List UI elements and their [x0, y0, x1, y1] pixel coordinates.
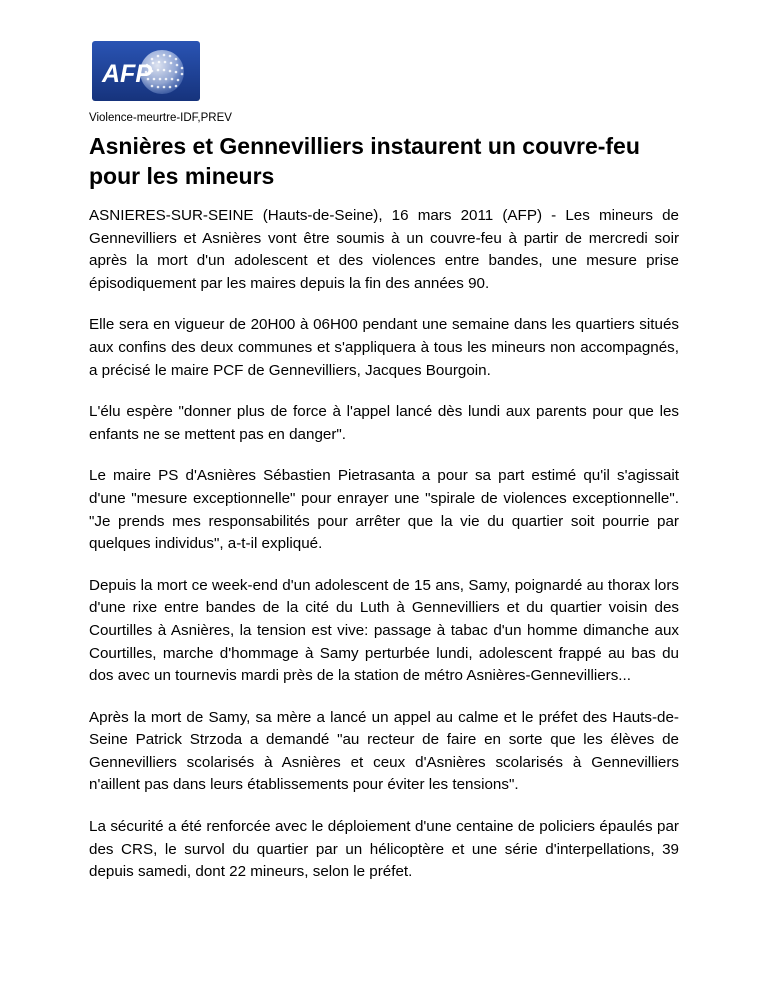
- afp-logo: [92, 41, 200, 101]
- article-paragraph: Depuis la mort ce week-end d'un adolescent de 15 ans, Samy, poignardé au thorax lors d'une rixe entre bandes de la cité du Luth à Gennevilliers et du quartier voisin des Courtilles à Asnières, la tension est vive: passage à tabac d'un homme dimanche aux Courtilles, marche d'hommage à Samy perturbée lundi, adolescent frappé au bas du dos avec un tournevis mardi près de la station de métro Asnières-Gennevilliers...: [89, 576, 679, 685]
- article-headline: Asnières et Gennevilliers instaurent un couvre-feu pour les mineurs: [89, 133, 640, 189]
- article: [89, 111, 679, 903]
- afp-logo-text: AFP: [102, 60, 152, 88]
- article-paragraph: L'élu espère "donner plus de force à l'appel lancé dès lundi aux parents pour que les enfants ne se mettent pas en danger".: [89, 403, 679, 443]
- article-paragraph: Après la mort de Samy, sa mère a lancé un appel au calme et le préfet des Hauts-de-Seine Patrick Strzoda a demandé "au recteur de faire en sorte que les élèves de Gennevilliers scolarisés à Asnières et ceux d'Asnières scolarisés à Gennevilliers n'aillent pas dans leurs établissements pour éviter les tensions".: [89, 708, 679, 794]
- afp-logo-graphic: [92, 41, 200, 101]
- article-paragraph: ASNIERES-SUR-SEINE (Hauts-de-Seine), 16 mars 2011 (AFP) - Les mineurs de Gennevilliers et Asnières vont être soumis à un couvre-feu à partir de mercredi soir après la mort d'un adolescent et des violences entre bandes, une mesure prise épisodiquement par les maires depuis la fin des années 90.: [89, 207, 679, 292]
- article-paragraph: La sécurité a été renforcée avec le déploiement d'une centaine de policiers épaulés par des CRS, le survol du quartier par un hélicoptère et une série d'interpellations, 39 depuis samedi, dont 22 mineurs, selon le préfet.: [89, 818, 679, 881]
- article-paragraph: Le maire PS d'Asnières Sébastien Pietrasanta a pour sa part estimé qu'il s'agissait d'une "mesure exceptionnelle" pour enrayer une "spirale de violences exceptionnelle". "Je prends mes responsabilités pour arrêter que la vie du quartier soit pourrie par quelques individus", a-t-il expliqué.: [89, 467, 679, 553]
- article-slug: Violence-meurtre-IDF,PREV: [89, 112, 232, 124]
- article-paragraph: Elle sera en vigueur de 20H00 à 06H00 pendant une semaine dans les quartiers situés aux confins des deux communes et s'appliquera à tous les mineurs non accompagnés, a précisé le maire PCF de Gennevilliers, Jacques Bourgoin.: [89, 316, 679, 379]
